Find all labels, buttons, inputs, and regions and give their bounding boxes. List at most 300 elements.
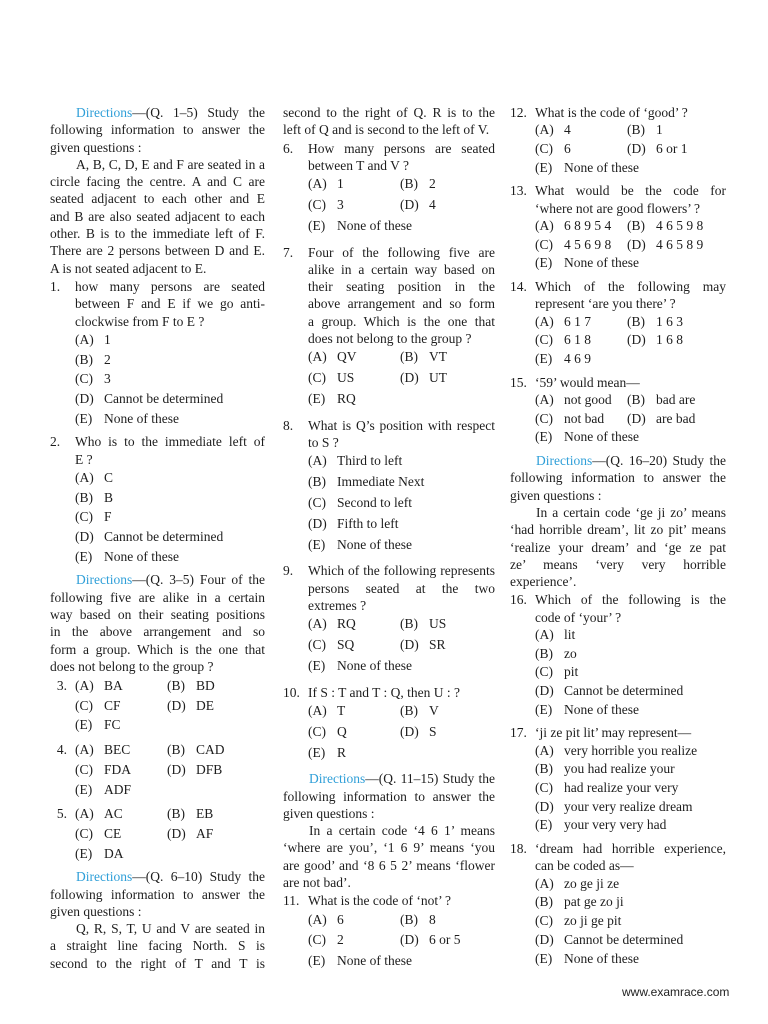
option-row (283, 614, 495, 635)
option-row (510, 391, 726, 410)
text-line (510, 521, 726, 538)
option-text: VT (429, 349, 447, 365)
answer-option-b (627, 217, 703, 236)
option-text: None of these (337, 657, 412, 673)
answer-option-d (75, 527, 223, 547)
answer-option-c (308, 722, 400, 743)
option-letter: (B) (627, 122, 645, 138)
answer-option-a (535, 391, 627, 410)
option-row (50, 527, 265, 547)
option-text: S (429, 723, 437, 739)
option-letter: (B) (167, 678, 185, 694)
option-text: FDA (104, 761, 132, 777)
question-stem-text: how many persons are seated (75, 278, 265, 294)
question-number: 7. (283, 244, 294, 260)
question-stem-text: E ? (75, 451, 93, 467)
question-stem-line (283, 278, 495, 295)
option-row (50, 760, 265, 780)
option-text: None of these (564, 429, 639, 445)
option-letter: (D) (627, 140, 646, 156)
passage-block (50, 156, 265, 277)
answer-option-a (75, 804, 167, 824)
answer-option-d (400, 368, 447, 389)
option-row (283, 635, 495, 656)
option-text: 6 1 8 (564, 332, 591, 348)
answer-option-b (400, 910, 436, 931)
option-text: 2 (429, 176, 436, 192)
answer-option-e (535, 950, 639, 969)
question-14 (510, 278, 726, 369)
text-line-content: ze’ means ‘very very horrible (510, 556, 726, 572)
option-text: Immediate Next (337, 474, 425, 490)
answer-option-a (535, 742, 697, 761)
option-row (510, 798, 726, 817)
option-letter: (D) (535, 931, 554, 947)
text-line-content: given questions : (283, 805, 375, 821)
question-stem-text: Which of the following may (535, 279, 726, 295)
question-stem-text: above arrangement and so form (308, 296, 495, 312)
option-text: UT (429, 370, 447, 386)
answer-option-d (627, 410, 695, 429)
answer-option-c (535, 140, 627, 159)
answer-option-c (75, 760, 167, 780)
option-text: 8 (429, 911, 436, 927)
answer-option-d (167, 696, 214, 716)
answer-option-e (75, 547, 179, 567)
answer-option-e (75, 844, 124, 864)
option-row (50, 369, 265, 389)
option-letter: (A) (308, 616, 327, 632)
option-text: Second to left (337, 494, 412, 510)
option-row (283, 910, 495, 931)
directions-block (50, 104, 265, 156)
passage-continuation (283, 104, 495, 139)
question-number: 11. (283, 893, 300, 909)
option-text: None of these (104, 548, 179, 564)
question-stem-line (50, 313, 265, 330)
option-row (283, 472, 495, 493)
option-letter: (A) (535, 391, 554, 407)
option-letter: (B) (400, 349, 418, 365)
question-stem-line (283, 313, 495, 330)
text-line (50, 156, 265, 173)
option-row (510, 742, 726, 761)
answer-option-a (308, 451, 402, 472)
option-text: Cannot be determined (104, 390, 224, 406)
text-line (50, 104, 265, 121)
answer-option-c (535, 236, 627, 255)
option-row (510, 760, 726, 779)
option-row (510, 931, 726, 950)
option-letter: (B) (627, 217, 645, 233)
answer-option-a (308, 614, 400, 635)
question-8 (283, 417, 495, 556)
option-letter: (C) (535, 410, 553, 426)
option-text: not good (564, 391, 612, 407)
option-letter: (E) (535, 950, 553, 966)
option-letter: (C) (308, 494, 326, 510)
option-letter: (D) (400, 370, 419, 386)
option-letter: (B) (627, 313, 645, 329)
text-line-content: way based on their seating positions (50, 606, 265, 622)
option-row (50, 389, 265, 409)
option-letter: (D) (400, 723, 419, 739)
question-number: 10. (283, 684, 300, 700)
option-row (510, 350, 726, 369)
option-letter: (D) (627, 332, 646, 348)
option-text: F (104, 509, 112, 525)
question-stem-text: Which of the following represents (308, 563, 495, 579)
question-number: 12. (510, 105, 527, 120)
option-letter: (C) (535, 913, 553, 929)
option-row (510, 893, 726, 912)
option-text: B (104, 489, 114, 505)
option-letter: (C) (75, 371, 93, 387)
question-5 (50, 804, 265, 863)
option-row (510, 159, 726, 178)
answer-option-d (627, 331, 683, 350)
option-text: not bad (564, 410, 605, 426)
option-row (510, 236, 726, 255)
answer-option-b (627, 313, 683, 332)
question-number: 9. (283, 563, 294, 579)
option-letter: (C) (75, 697, 93, 713)
answer-option-e (535, 701, 639, 720)
question-stem-text: ‘where not are good flowers’ ? (535, 200, 701, 216)
option-letter: (E) (535, 817, 553, 833)
answer-option-e (308, 951, 412, 972)
answer-option-e (308, 656, 412, 677)
option-letter: (C) (308, 370, 326, 386)
option-letter: (A) (308, 176, 327, 192)
option-row (283, 451, 495, 472)
answer-option-b (308, 472, 424, 493)
option-letter: (A) (308, 453, 327, 469)
text-line (50, 121, 265, 138)
question-stem-line (283, 261, 495, 278)
question-stem-line (50, 433, 265, 450)
text-line (50, 139, 265, 156)
answer-option-d (400, 195, 436, 216)
answer-option-c (75, 369, 111, 389)
option-row (50, 740, 265, 760)
option-text: 1 (104, 331, 111, 347)
option-row (50, 780, 265, 800)
option-letter: (A) (535, 875, 554, 891)
option-text: BEC (104, 742, 131, 758)
directions-block (510, 452, 726, 504)
question-number: 18. (510, 841, 527, 857)
option-row (50, 409, 265, 429)
option-letter: (D) (535, 683, 554, 699)
option-letter: (A) (308, 349, 327, 365)
option-row (510, 816, 726, 835)
option-letter: (E) (308, 657, 326, 673)
text-line-content: A is not seated adjacent to E. (50, 260, 207, 276)
question-number: 5. (56, 806, 67, 822)
option-text: DE (196, 697, 214, 713)
option-text: QV (337, 349, 357, 365)
question-stem-text: extremes ? (308, 597, 367, 613)
option-letter: (A) (75, 806, 94, 822)
answer-option-b (167, 676, 215, 696)
text-line (50, 903, 265, 920)
text-line-content: —(Q. 3–5) Four of the (132, 572, 265, 588)
option-letter: (D) (75, 528, 94, 544)
text-line-content: —(Q. 1–5) Study the (132, 105, 265, 120)
option-text: RQ (337, 390, 356, 406)
option-row (283, 368, 495, 389)
option-row (283, 174, 495, 195)
question-stem-text: a group. Which is the one that (308, 313, 495, 329)
option-text: 1 (656, 122, 663, 138)
option-text: SQ (337, 637, 355, 653)
option-letter: (A) (535, 122, 554, 138)
option-row (50, 507, 265, 527)
directions-block (283, 770, 495, 822)
text-line (283, 121, 495, 138)
answer-option-b (535, 760, 675, 779)
option-letter: (D) (75, 390, 94, 406)
answer-option-b (627, 391, 695, 410)
text-line-content: ‘realize your dream’ and ‘ge ze pat (510, 539, 726, 555)
text-line-content: In a certain code ‘ge ji zo’ means (536, 504, 726, 520)
option-text: your very very had (564, 817, 667, 833)
option-text: your very realize dream (564, 798, 693, 814)
text-line (283, 788, 495, 805)
option-text: SR (429, 637, 446, 653)
text-line-content: second to the right of T and T is (50, 955, 265, 971)
option-letter: (E) (308, 744, 326, 760)
option-text: 6 or 5 (429, 932, 461, 948)
option-letter: (B) (308, 474, 326, 490)
option-text: 6 (337, 911, 344, 927)
option-letter: (E) (308, 953, 326, 969)
text-line-content: —(Q. 11–15) Study the (365, 771, 495, 787)
answer-option-c (535, 663, 578, 682)
option-row (50, 350, 265, 370)
answer-option-d (535, 931, 683, 950)
option-row (510, 663, 726, 682)
question-18 (510, 840, 726, 968)
option-text: RQ (337, 616, 356, 632)
text-line-content: in the above arrangement and so (50, 624, 265, 640)
option-letter: (D) (627, 410, 646, 426)
option-letter: (D) (535, 798, 554, 814)
directions-label: Directions (76, 869, 133, 885)
option-row (510, 313, 726, 332)
option-row (50, 676, 265, 696)
option-text: CF (104, 697, 121, 713)
passage-block (510, 504, 726, 590)
question-15 (510, 374, 726, 447)
column-middle (283, 104, 495, 972)
option-text: you had realize your (564, 761, 675, 777)
answer-option-a (308, 347, 400, 368)
option-row (510, 701, 726, 720)
answer-option-e (308, 216, 412, 237)
option-row (50, 824, 265, 844)
question-stem-line (283, 140, 495, 157)
answer-option-a (535, 217, 627, 236)
option-text: None of these (564, 159, 639, 175)
question-number: 4. (56, 742, 67, 758)
option-letter: (D) (400, 932, 419, 948)
option-letter: (C) (308, 196, 326, 212)
question-7 (283, 244, 495, 410)
option-row (283, 701, 495, 722)
answer-option-a (535, 626, 575, 645)
text-line-content: are not bad’. (283, 875, 351, 891)
text-line-content: other. B is to the immediate left of F. (50, 226, 265, 242)
option-row (510, 331, 726, 350)
question-number: 6. (283, 140, 294, 156)
question-stem-text: Which of the following is the (535, 592, 726, 608)
option-text: AF (196, 825, 214, 841)
text-line-content: given questions : (510, 487, 602, 503)
question-stem-text: does not belong to the group ? (308, 331, 472, 347)
answer-option-c (535, 410, 627, 429)
answer-option-c (308, 930, 400, 951)
option-text: 4 6 5 9 8 (656, 217, 704, 233)
passage-block (50, 920, 265, 972)
question-stem-line (283, 434, 495, 451)
option-text: 2 (337, 932, 344, 948)
text-line (510, 539, 726, 556)
option-letter: (C) (535, 236, 553, 252)
question-stem-text: between F and E if we go anti- (75, 296, 265, 312)
answer-option-b (167, 740, 225, 760)
option-text: None of these (337, 536, 412, 552)
option-row (510, 121, 726, 140)
answer-option-d (627, 236, 703, 255)
text-line-content: left of Q and is second to the left of V. (283, 122, 490, 138)
option-text: 2 (104, 351, 111, 367)
option-text: None of these (564, 701, 639, 717)
option-text: US (429, 616, 447, 632)
option-letter: (C) (535, 332, 553, 348)
answer-option-c (75, 507, 112, 527)
text-line (510, 469, 726, 486)
question-stem-text: can be coded as— (535, 858, 634, 874)
question-stem-text: ‘dream had horrible experience, (535, 841, 726, 857)
answer-option-e (535, 350, 591, 369)
option-text: lit (564, 627, 576, 642)
question-4 (50, 740, 265, 799)
text-line (283, 805, 495, 822)
text-line (510, 573, 726, 590)
option-letter: (E) (308, 217, 326, 233)
text-line (50, 868, 265, 885)
option-letter: (D) (167, 825, 186, 841)
option-letter: (C) (535, 664, 553, 680)
question-stem-text: to S ? (308, 435, 339, 451)
option-letter: (E) (535, 255, 553, 271)
question-number: 2. (50, 434, 61, 450)
option-text: zo ji ge pit (564, 913, 622, 929)
answer-option-d (167, 824, 213, 844)
option-text: 4 6 5 8 9 (656, 236, 704, 252)
option-text: 6 (564, 140, 571, 156)
question-stem-line (283, 562, 495, 579)
option-letter: (E) (535, 159, 553, 175)
question-number: 15. (510, 374, 527, 390)
option-letter: (C) (308, 932, 326, 948)
text-line-content: circle facing the centre. A and C are (50, 174, 265, 190)
option-row (510, 950, 726, 969)
option-text: pit (564, 664, 579, 680)
option-text: CE (104, 825, 122, 841)
option-text: 6 or 1 (656, 140, 688, 156)
text-line (50, 173, 265, 190)
option-row (50, 844, 265, 864)
answer-option-e (535, 816, 666, 835)
text-line (283, 839, 495, 856)
question-stem-line (50, 278, 265, 295)
option-row (283, 722, 495, 743)
text-line (510, 487, 726, 504)
text-line-content: In a certain code ‘4 6 1’ means (309, 823, 495, 839)
question-stem-line (283, 684, 495, 701)
option-letter: (E) (75, 548, 93, 564)
option-text: pat ge zo ji (564, 894, 624, 910)
text-line (50, 260, 265, 277)
option-row (283, 535, 495, 556)
text-line (50, 190, 265, 207)
question-stem-text: What would be the code for (535, 183, 726, 199)
text-line-content: form a group. Which is the one that (50, 641, 265, 657)
option-text: Third to left (337, 453, 403, 469)
option-row (283, 216, 495, 237)
option-letter: (A) (535, 313, 554, 329)
option-letter: (C) (75, 761, 93, 777)
option-row (510, 645, 726, 664)
question-number: 3. (56, 678, 67, 694)
option-row (510, 626, 726, 645)
text-line (283, 770, 495, 787)
option-row (283, 347, 495, 368)
question-stem-line (283, 157, 495, 174)
option-text: None of these (104, 410, 179, 426)
option-text: 4 (429, 196, 436, 212)
option-text: None of these (337, 953, 412, 969)
option-letter: (B) (535, 761, 553, 777)
option-letter: (B) (400, 176, 418, 192)
option-text: T (337, 702, 346, 718)
text-line-content: following information to answer the (50, 886, 265, 902)
question-stem-text: How many persons are seated (308, 140, 495, 156)
text-line-content: are good’ and ‘8 6 5 2’ means ‘flower (283, 857, 495, 873)
text-line (50, 937, 265, 954)
question-stem-line (283, 580, 495, 597)
question-stem-line (510, 840, 726, 857)
option-letter: (D) (167, 761, 186, 777)
option-letter: (A) (308, 911, 327, 927)
answer-option-a (308, 174, 400, 195)
text-line-content: following five are alike in a certain (50, 589, 265, 605)
answer-option-a (75, 330, 111, 350)
question-stem-line (510, 857, 726, 874)
answer-option-b (535, 645, 577, 664)
text-line (50, 208, 265, 225)
question-stem-text: What is the code of ‘not’ ? (308, 893, 451, 909)
option-row (510, 217, 726, 236)
option-text: Cannot be determined (104, 528, 224, 544)
directions-label: Directions (536, 453, 593, 469)
question-stem-text: Four of the following five are (308, 244, 495, 260)
answer-option-d (535, 798, 693, 817)
question-stem-line (283, 417, 495, 434)
